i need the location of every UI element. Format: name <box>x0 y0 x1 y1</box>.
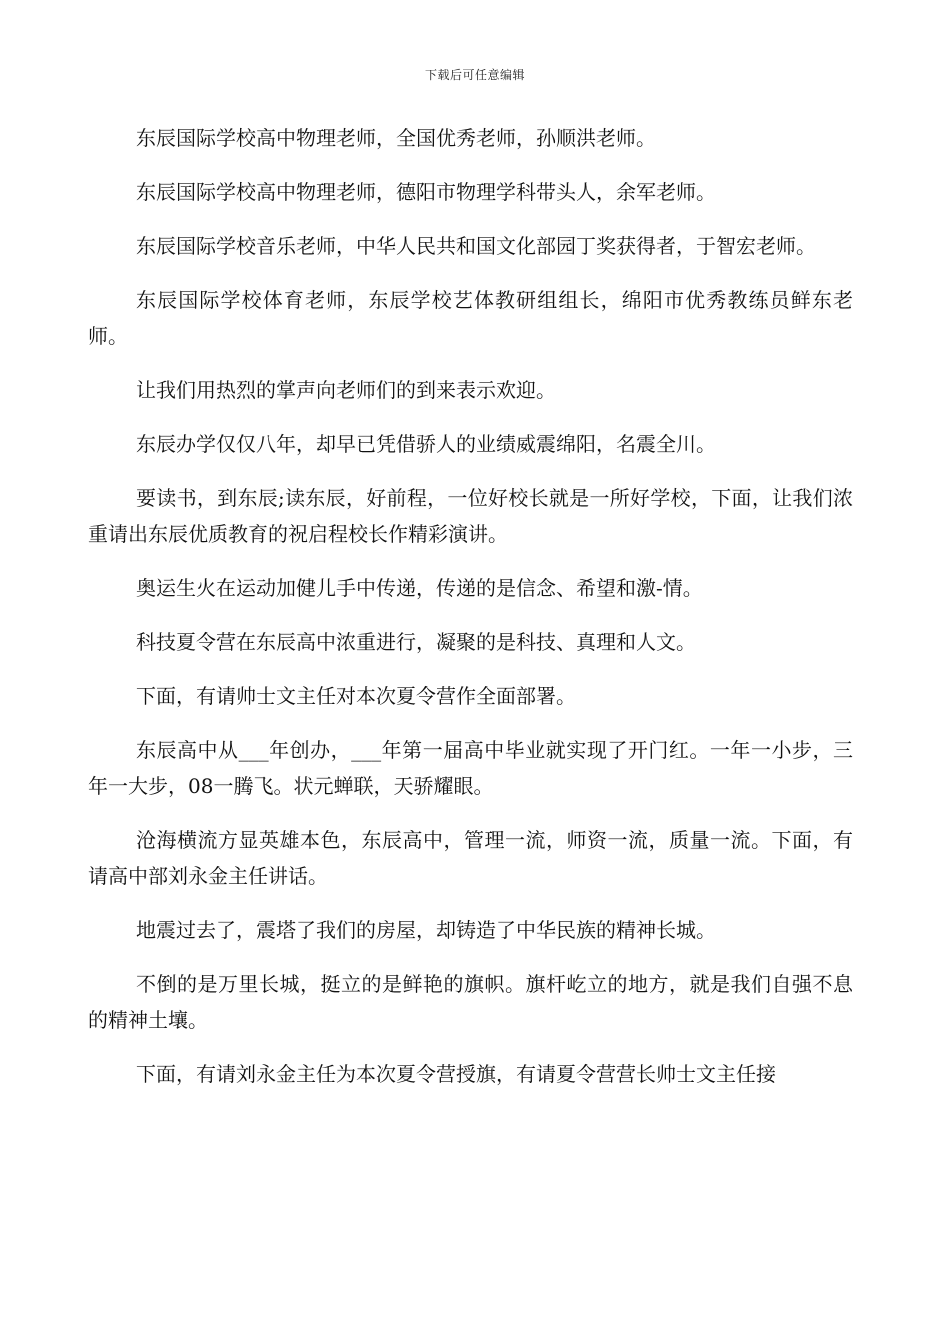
paragraph: 东辰国际学校高中物理老师，德阳市物理学科带头人，余军老师。 <box>136 180 716 204</box>
paragraph: 不倒的是万里长城，挺立的是鲜艳的旗帜。旗杆屹立的地方，就是我们自强不息的精神土壤。 <box>88 972 853 1032</box>
paragraph: 东辰国际学校体育老师，东辰学校艺体教研组组长，绵阳市优秀教练员鲜东老师。 <box>88 288 853 348</box>
paragraph: 东辰办学仅仅八年，却早已凭借骄人的业绩威震绵阳，名震全川。 <box>136 432 716 456</box>
paragraph: 让我们用热烈的掌声向老师们的到来表示欢迎。 <box>136 378 556 402</box>
paragraph: 东辰国际学校音乐老师，中华人民共和国文化部园丁奖获得者，于智宏老师。 <box>136 234 816 258</box>
paragraph: 东辰高中从___年创办，___年第一届高中毕业就实现了开门红。一年一小步，三年一大步，08一腾飞。状元蝉联，天骄耀眼。 <box>88 738 853 798</box>
paragraph: 下面，有请刘永金主任为本次夏令营授旗，有请夏令营营长帅士文主任接 <box>136 1062 776 1086</box>
paragraph: 下面，有请帅士文主任对本次夏令营作全面部署。 <box>136 684 576 708</box>
document-body <box>88 120 853 1110</box>
paragraph: 科技夏令营在东辰高中浓重进行，凝聚的是科技、真理和人文。 <box>136 630 696 654</box>
paragraph: 东辰国际学校高中物理老师，全国优秀老师，孙顺洪老师。 <box>136 126 656 150</box>
paragraph: 要读书，到东辰;读东辰，好前程，一位好校长就是一所好学校，下面，让我们浓重请出东辰优质教育的祝启程校长作精彩演讲。 <box>88 486 853 546</box>
paragraph: 沧海横流方显英雄本色，东辰高中，管理一流，师资一流，质量一流。下面，有请高中部刘永金主任讲话。 <box>88 828 853 888</box>
paragraph: 奥运生火在运动加健儿手中传递，传递的是信念、希望和激-情。 <box>136 576 703 600</box>
header-note: 下载后可任意编辑 <box>424 68 525 82</box>
paragraph: 地震过去了，震塔了我们的房屋，却铸造了中华民族的精神长城。 <box>136 918 716 942</box>
